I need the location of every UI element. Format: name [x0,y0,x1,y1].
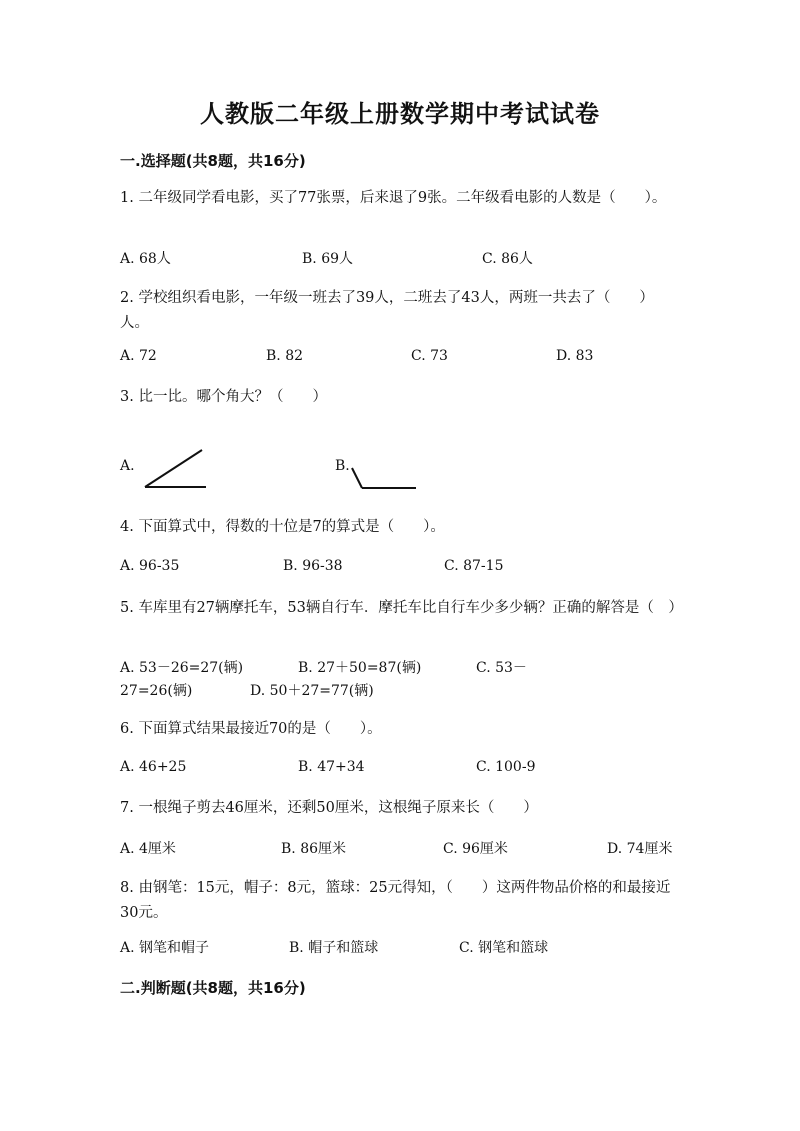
q5-option-c-continued: 27=26(辆) [120,683,193,699]
q1-option-b: B. 69人 [302,251,354,267]
q7-option-d: D. 74厘米 [607,841,673,857]
q3-angle-b-figure [350,464,420,494]
q4-option-b: B. 96-38 [283,558,343,574]
q3-option-a-label: A. [120,458,135,474]
q6-option-c: C. 100-9 [476,759,536,775]
q5-option-a: A. 53－26=27(辆) [120,660,244,676]
page-title: 人教版二年级上册数学期中考试试卷 [200,100,600,128]
question-3: 3. 比一比。哪个角大？（ ） [120,389,327,405]
q8-option-c: C. 钢笔和篮球 [459,940,549,956]
question-7: 7. 一根绳子剪去46厘米，还剩50厘米，这根绳子原来长（ ） [120,800,538,816]
q7-option-c: C. 96厘米 [443,841,508,857]
question-4: 4. 下面算式中，得数的十位是7的算式是（ ）。 [120,519,445,535]
q4-option-c: C. 87-15 [444,558,504,574]
q8-option-a: A. 钢笔和帽子 [120,940,210,956]
question-5: 5. 车库里有27辆摩托车，53辆自行车．摩托车比自行车少多少辆？正确的解答是（ ） [120,600,683,616]
q5-option-c: C. 53－ [476,660,527,676]
question-1: 1. 二年级同学看电影，买了77张票，后来退了9张。二年级看电影的人数是（ ）。 [120,190,667,206]
q3-option-b-label: B. [335,458,350,474]
q5-option-b: B. 27＋50=87(辆) [298,660,422,676]
q5-option-d: D. 50＋27=77(辆) [250,683,374,699]
q6-option-a: A. 46+25 [120,759,187,775]
q8-option-b: B. 帽子和篮球 [289,940,379,956]
q4-option-a: A. 96-35 [120,558,180,574]
section-heading-judgement: 二.判断题(共8题，共16分) [120,979,306,997]
q7-option-a: A. 4厘米 [120,841,176,857]
q3-angle-a-figure [140,446,210,492]
q2-option-b: B. 82 [266,348,304,364]
q7-option-b: B. 86厘米 [281,841,347,857]
question-6: 6. 下面算式结果最接近70的是（ ）。 [120,721,382,737]
q1-option-c: C. 86人 [482,251,533,267]
q2-option-c: C. 73 [411,348,448,364]
q6-option-b: B. 47+34 [298,759,365,775]
question-8: 8. 由钢笔：15元，帽子：8元，篮球：25元得知，（ ）这两件物品价格的和最接近30元。 [120,880,671,921]
section-heading-choice: 一.选择题(共8题，共16分) [120,152,306,170]
q2-option-d: D. 83 [556,348,594,364]
q1-option-a: A. 68人 [120,251,171,267]
question-2: 2. 学校组织看电影，一年级一班去了39人，二班去了43人，两班一共去了（ ）人。 [120,290,654,331]
q2-option-a: A. 72 [120,348,157,364]
